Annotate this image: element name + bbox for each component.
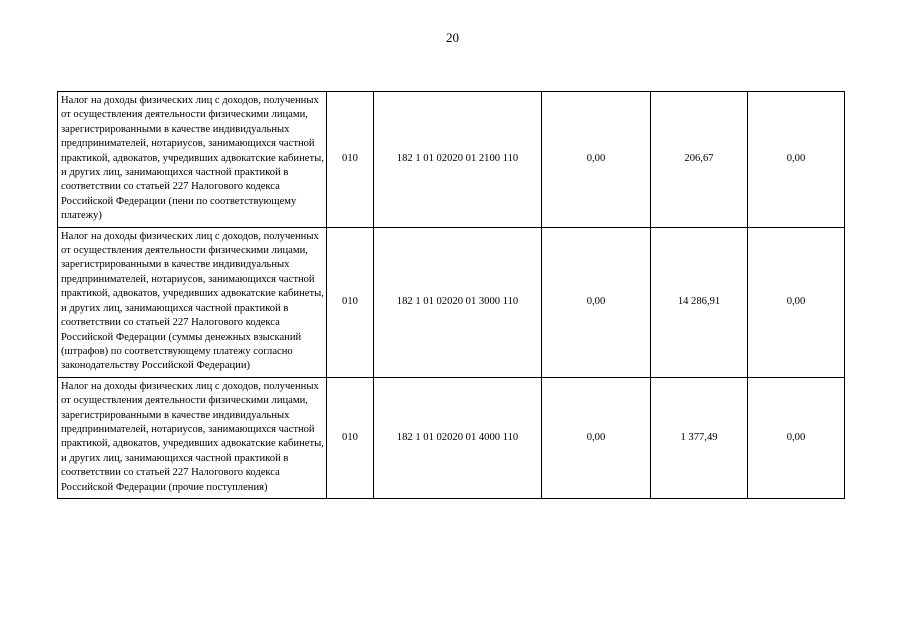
row-value-1: 0,00 [542, 377, 651, 498]
row-value-2: 206,67 [651, 92, 748, 228]
table-row [58, 227, 845, 377]
revenue-table [57, 91, 845, 499]
row-value-1: 0,00 [542, 227, 651, 377]
row-value-1: 0,00 [542, 92, 651, 228]
row-budget-code: 182 1 01 02020 01 4000 110 [374, 377, 542, 498]
row-budget-code: 182 1 01 02020 01 3000 110 [374, 227, 542, 377]
row-budget-code: 182 1 01 02020 01 2100 110 [374, 92, 542, 228]
row-line-code: 010 [327, 227, 374, 377]
row-description: Налог на доходы физических лиц с доходов, полученных от осуществления деятельности физическими лицами, зарегистрированными в качестве индивидуальных предпринимателей, нотариусов, занимающихся частной практикой, адвокатов, учредивших адвокатские кабинеты, и других лиц, занимающихся частной практикой в соответствии со статьей 227 Налогового кодекса Российской Федерации (прочие поступления) [58, 377, 327, 498]
row-line-code: 010 [327, 92, 374, 228]
row-value-3: 0,00 [748, 92, 845, 228]
row-line-code: 010 [327, 377, 374, 498]
table-row [58, 377, 845, 498]
page-number: 20 [446, 30, 459, 45]
row-description: Налог на доходы физических лиц с доходов, полученных от осуществления деятельности физическими лицами, зарегистрированными в качестве индивидуальных предпринимателей, нотариусов, занимающихся частной практикой, адвокатов, учредивших адвокатские кабинеты, и других лиц, занимающихся частной практикой в соответствии со статьей 227 Налогового кодекса Российской Федерации (суммы денежных взысканий (штрафов) по соответствующему платежу согласно законодательству Российской Федерации) [58, 227, 327, 377]
row-description: Налог на доходы физических лиц с доходов, полученных от осуществления деятельности физическими лицами, зарегистрированными в качестве индивидуальных предпринимателей, нотариусов, занимающихся частной практикой, адвокатов, учредивших адвокатские кабинеты, и других лиц, занимающихся частной практикой в соответствии со статьей 227 Налогового кодекса Российской Федерации (пени по соответствующему платежу) [58, 92, 327, 228]
table-row [58, 92, 845, 228]
row-value-2: 14 286,91 [651, 227, 748, 377]
row-value-3: 0,00 [748, 227, 845, 377]
row-value-3: 0,00 [748, 377, 845, 498]
row-value-2: 1 377,49 [651, 377, 748, 498]
